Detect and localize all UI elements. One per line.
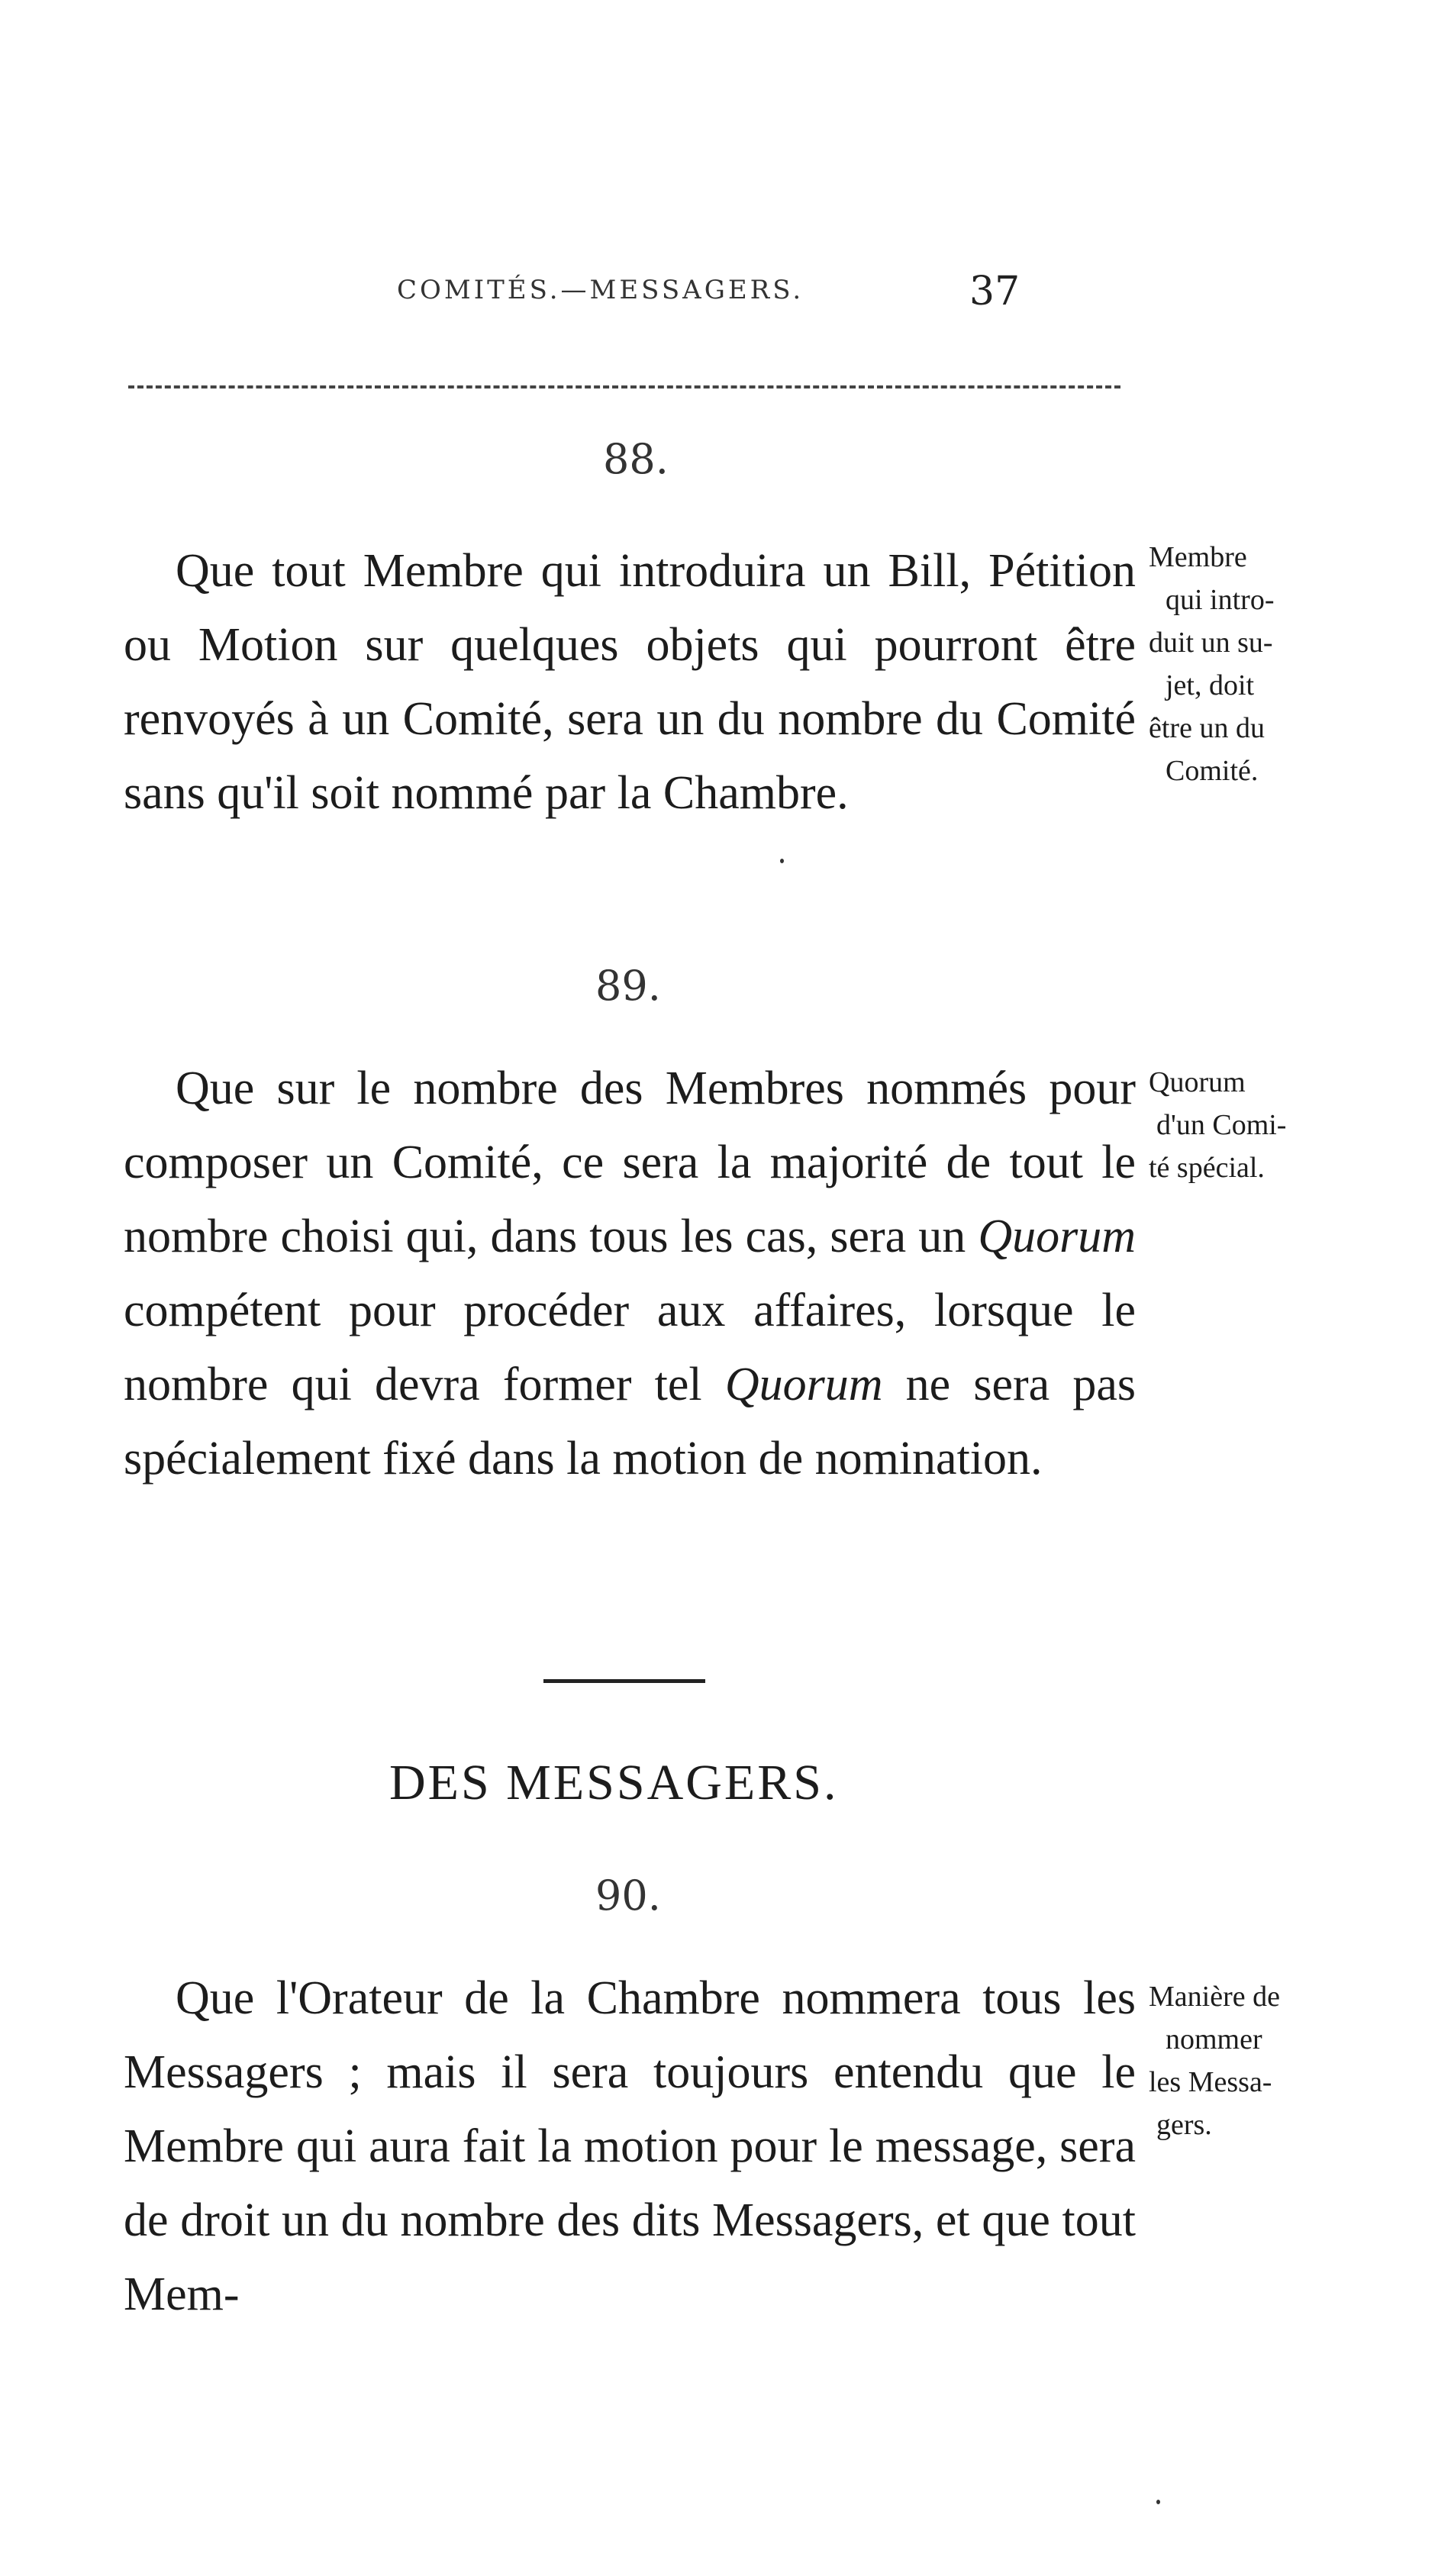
article-number-90: 90. bbox=[595, 1872, 661, 1920]
margin-note-line: jet, doit bbox=[1166, 669, 1255, 701]
ink-speck bbox=[780, 859, 784, 863]
article-89-part-2: compétent pour procéder aux affaires, lorsque le nombre qui devra former tel bbox=[124, 1285, 1136, 1411]
article-88-text bbox=[124, 534, 1136, 830]
article-89-text bbox=[124, 1052, 1136, 1496]
margin-note-90 bbox=[1149, 1975, 1351, 2146]
article-90-body: Que l'Orateur de la Chambre nommera tous les Messagers ; mais il sera toujours entendu que le Membre qui aura fait la motion pour le message, sera de droit un du nombre des dits Messagers, et que tout Mem- bbox=[124, 1972, 1136, 2320]
article-90-text bbox=[124, 1962, 1136, 2332]
margin-note-line: duit un su- bbox=[1149, 627, 1273, 659]
margin-note-88 bbox=[1149, 536, 1351, 792]
margin-note-line: d'un Comi- bbox=[1156, 1109, 1287, 1141]
header-rule bbox=[128, 385, 1120, 388]
article-number-88: 88. bbox=[603, 435, 669, 483]
section-divider bbox=[543, 1679, 705, 1683]
running-head: COMITÉS.—MESSAGERS. bbox=[397, 275, 804, 305]
margin-note-line: té spécial. bbox=[1149, 1152, 1265, 1184]
margin-note-line: être un du bbox=[1149, 712, 1265, 744]
margin-note-line: Manière de bbox=[1149, 1981, 1280, 2013]
article-88-body: Que tout Membre qui introduira un Bill, Pétition ou Motion sur quelques objets qui pourront être renvoyés à un Comité, sera un du nombre du Comité sans qu'il soit nommé par la Chambre. bbox=[124, 545, 1136, 819]
margin-note-89 bbox=[1149, 1061, 1351, 1189]
section-title: DES MESSAGERS. bbox=[389, 1755, 839, 1810]
article-89-quorum-1: Quorum bbox=[978, 1211, 1136, 1262]
margin-note-line: Membre bbox=[1149, 541, 1247, 573]
article-89-part-3: ne sera pas spécialement fixé dans la motion de nomination. bbox=[124, 1359, 1136, 1485]
page-number: 37 bbox=[969, 269, 1020, 314]
margin-note-line: les Messa- bbox=[1149, 2066, 1272, 2098]
article-89-part-1: Que sur le nombre des Membres nommés pour composer un Comité, ce sera la majorité de tout le nombre choisi qui, dans tous les cas, sera un bbox=[124, 1062, 1136, 1262]
margin-note-line: qui intro- bbox=[1166, 584, 1275, 616]
article-89-quorum-2: Quorum bbox=[724, 1359, 883, 1411]
margin-note-line: Quorum bbox=[1149, 1066, 1246, 1098]
margin-note-line: Comité. bbox=[1166, 755, 1259, 787]
article-number-89: 89. bbox=[595, 962, 661, 1010]
margin-note-line: gers. bbox=[1156, 2109, 1212, 2141]
ink-speck bbox=[1156, 2500, 1160, 2504]
margin-note-line: nommer bbox=[1166, 2023, 1262, 2055]
